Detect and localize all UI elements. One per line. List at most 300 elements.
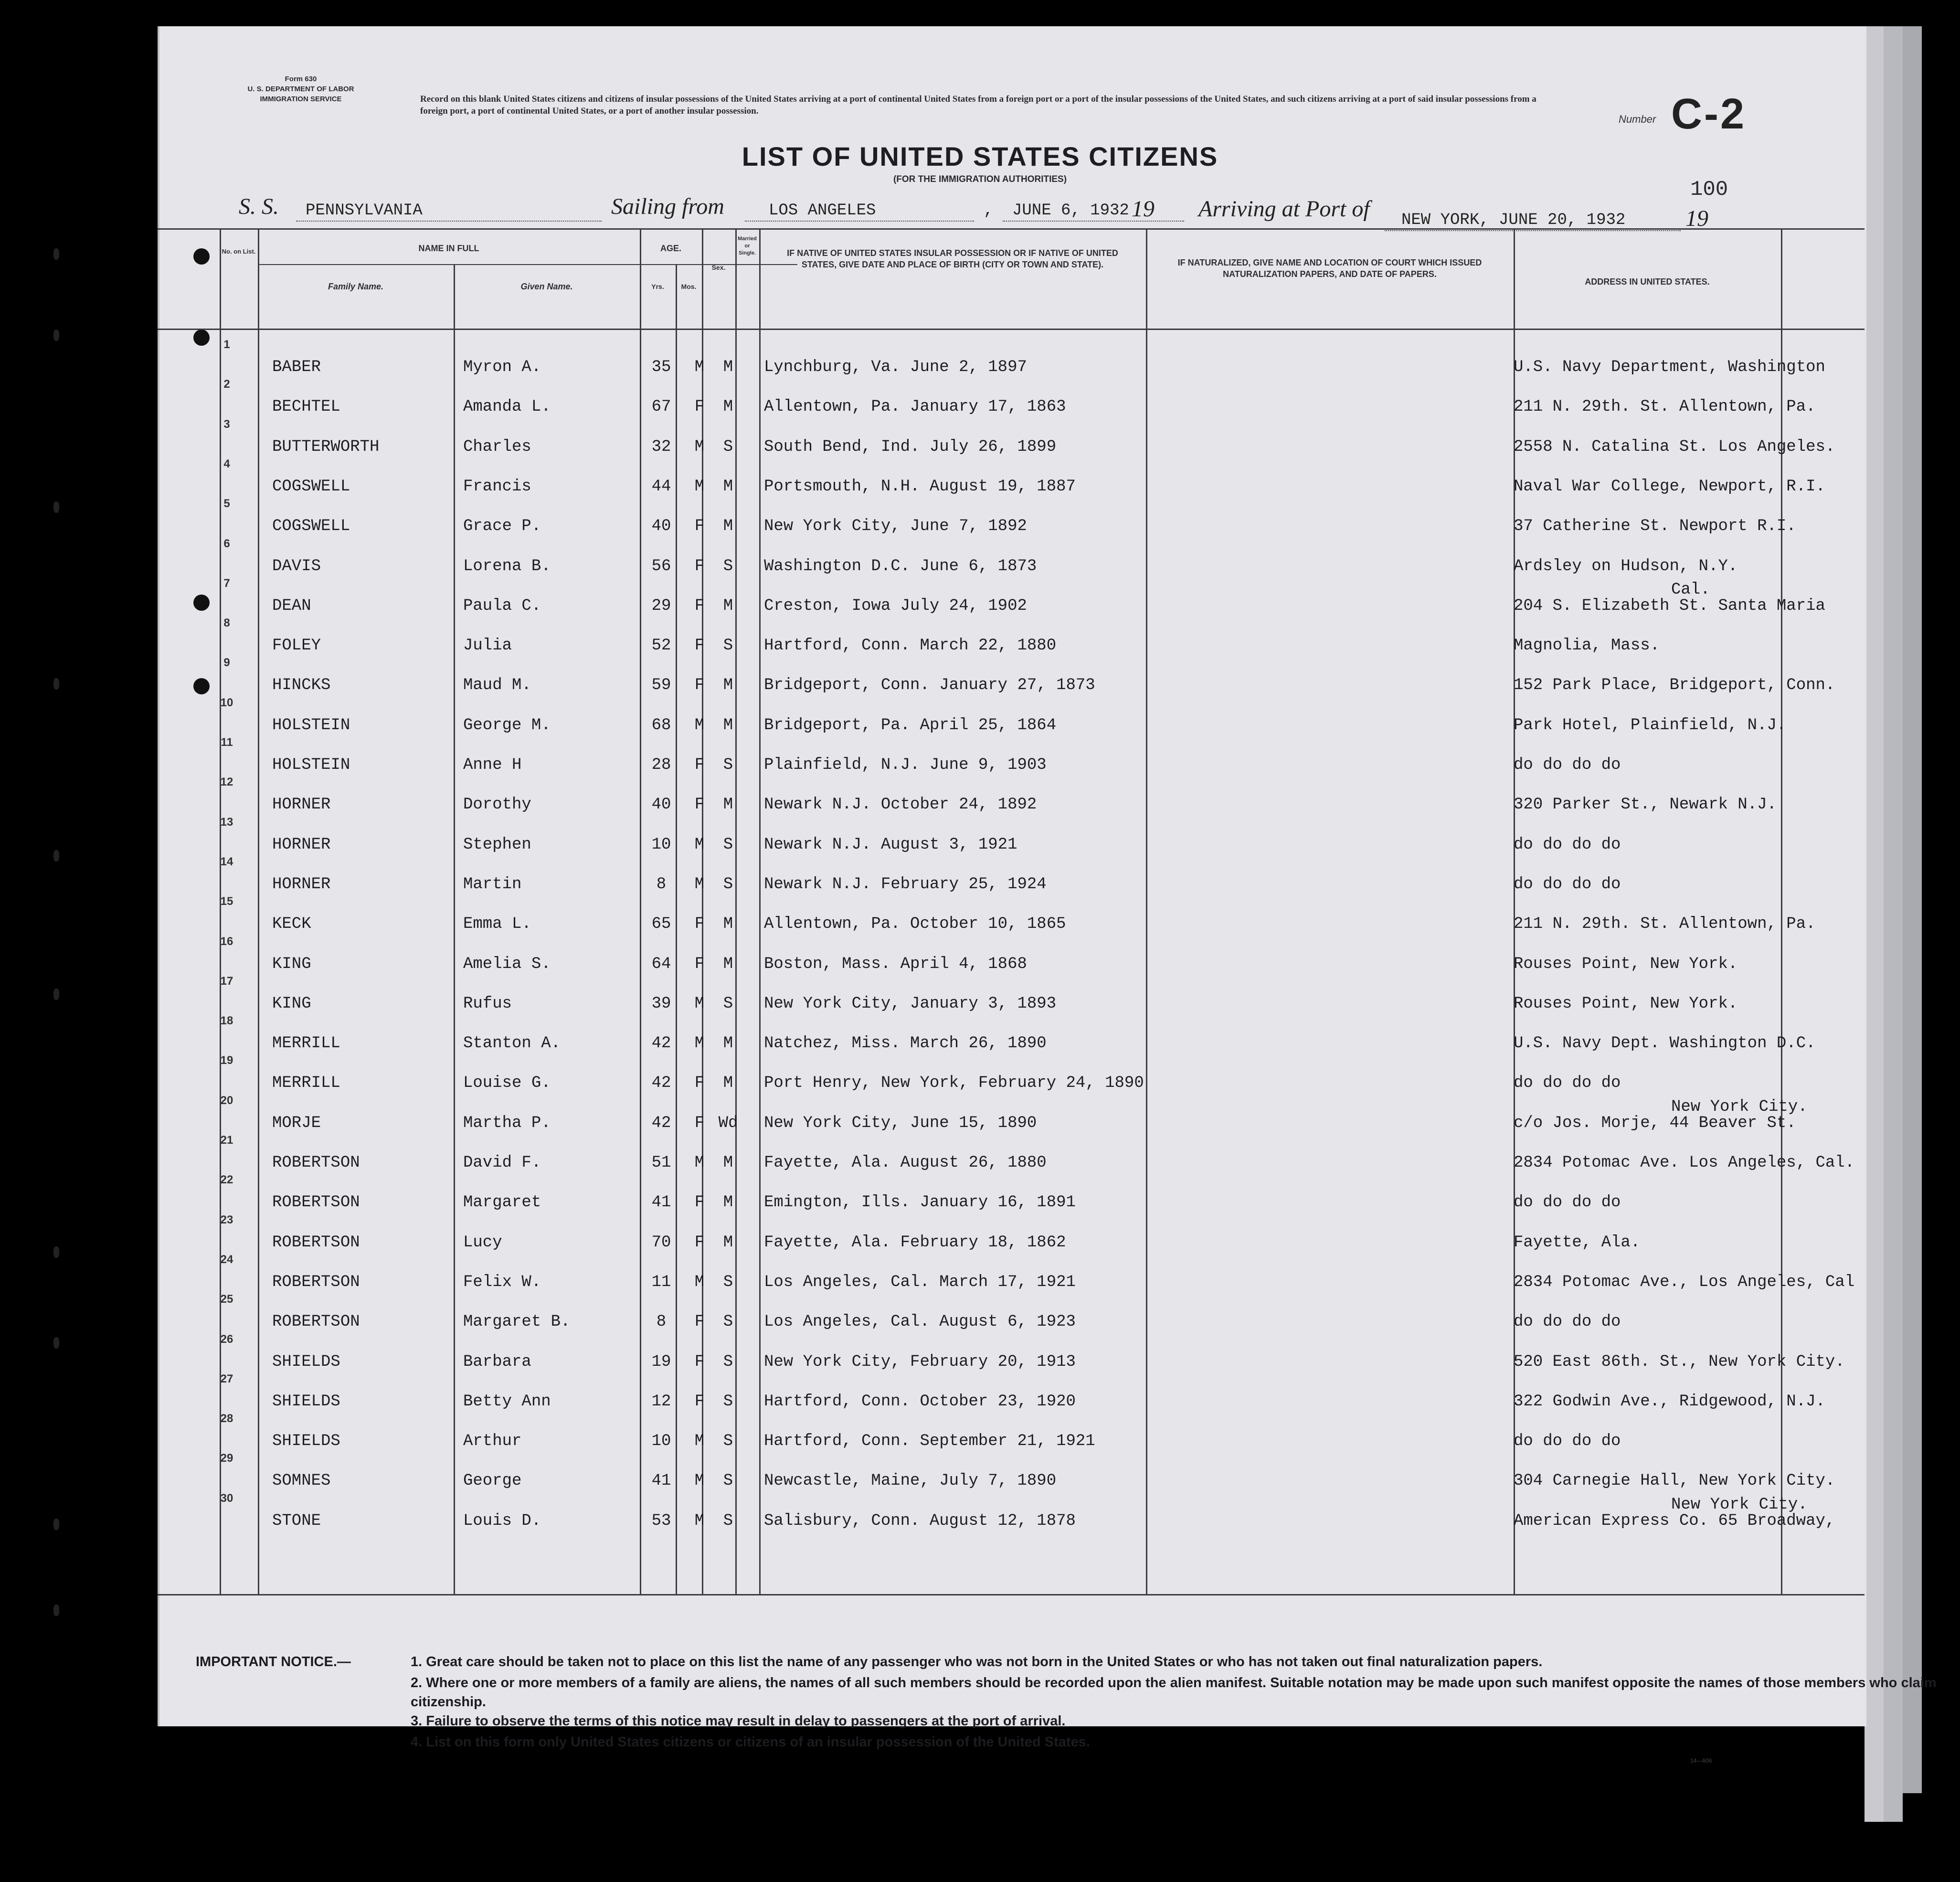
- us-address: do do do do: [1514, 756, 1621, 774]
- footer-code: 14—606: [1690, 1757, 1712, 1764]
- number-label: Number: [1619, 113, 1656, 125]
- family-name: HORNER: [272, 796, 331, 814]
- table-row: [158, 696, 1865, 735]
- us-address: Ardsley on Hudson, N.Y.: [1514, 557, 1738, 575]
- row-number: 20: [220, 1094, 233, 1107]
- marital-status: Wd: [718, 1114, 738, 1132]
- marital-status: S: [723, 1273, 733, 1291]
- given-name: Felix W.: [463, 1273, 541, 1291]
- marital-status: M: [723, 596, 733, 615]
- marital-status: M: [723, 796, 733, 814]
- list-number: C-2: [1671, 90, 1747, 138]
- family-name: ROBERTSON: [272, 1154, 360, 1172]
- given-name: David F.: [463, 1154, 541, 1172]
- sex: M: [694, 835, 705, 854]
- margin-mark: [53, 1605, 59, 1616]
- given-name: Martha P.: [463, 1114, 551, 1132]
- us-address: do do do do: [1514, 835, 1621, 854]
- marital-status: M: [723, 1154, 733, 1172]
- birth-place-date: Allentown, Pa. January 17, 1863: [764, 398, 1066, 416]
- us-address: 320 Parker St., Newark N.J.: [1514, 796, 1777, 814]
- year-suffix: 19: [1132, 196, 1155, 222]
- table-row: [158, 1094, 1865, 1133]
- us-address: Rouses Point, New York.: [1514, 994, 1738, 1013]
- family-name: HOLSTEIN: [272, 716, 350, 734]
- marital-status: S: [723, 994, 733, 1013]
- us-address: 152 Park Place, Bridgeport, Conn.: [1514, 676, 1835, 695]
- us-address: do do do do: [1514, 1193, 1621, 1212]
- birth-place-date: Newark N.J. August 3, 1921: [764, 835, 1017, 854]
- us-address: U.S. Navy Dept. Washington D.C.: [1514, 1034, 1816, 1053]
- age-years: 67: [651, 398, 671, 416]
- row-number: 15: [220, 895, 233, 908]
- row-number: 4: [223, 457, 230, 470]
- sex: M: [694, 1034, 705, 1053]
- family-name: SHIELDS: [272, 1352, 340, 1371]
- sex: M: [694, 875, 705, 893]
- margin-mark: [53, 501, 59, 513]
- sex: F: [694, 915, 705, 934]
- table-row: [158, 617, 1865, 656]
- age-years: 70: [651, 1233, 671, 1252]
- birth-place-date: Los Angeles, Cal. March 17, 1921: [764, 1273, 1076, 1291]
- given-name: Amanda L.: [463, 398, 551, 416]
- sex: M: [694, 994, 705, 1013]
- given-name: Louise G.: [463, 1074, 551, 1093]
- table-row: [158, 1253, 1865, 1292]
- age-years: 42: [651, 1114, 671, 1132]
- family-name: KING: [272, 955, 311, 973]
- family-name: HORNER: [272, 835, 331, 854]
- age-years: 12: [651, 1392, 671, 1411]
- us-address: 2834 Potomac Ave., Los Angeles, Cal: [1514, 1273, 1855, 1291]
- age-years: 42: [651, 1034, 671, 1053]
- age-years: 28: [651, 756, 671, 774]
- notice-label: IMPORTANT NOTICE.—: [196, 1654, 351, 1669]
- margin-mark: [53, 1519, 59, 1530]
- table-row: [158, 497, 1865, 536]
- given-name: Margaret B.: [463, 1313, 571, 1331]
- table-row: [158, 975, 1865, 1014]
- sex: F: [694, 1193, 705, 1212]
- age-years: 35: [651, 358, 671, 376]
- family-name: DEAN: [272, 596, 311, 615]
- us-address: Magnolia, Mass.: [1514, 637, 1660, 655]
- arriving-label: Arriving at Port of: [1198, 196, 1370, 222]
- row-number: 11: [221, 736, 233, 749]
- notice-item: 3. Failure to observe the terms of this notice may result in delay to passengers at the port of arrival.: [411, 1713, 1066, 1729]
- birth-place-date: Plainfield, N.J. June 9, 1903: [764, 756, 1047, 774]
- col-header-mos: Mos.: [681, 283, 697, 290]
- table-row: [158, 378, 1865, 417]
- ss-label: S. S.: [239, 194, 279, 219]
- table-border: [158, 1594, 1865, 1595]
- row-number: 18: [220, 1014, 233, 1028]
- sex: M: [694, 1511, 705, 1530]
- age-years: 68: [651, 716, 671, 734]
- form-number: Form 630: [285, 75, 317, 83]
- birth-place-date: Port Henry, New York, February 24, 1890: [764, 1074, 1144, 1093]
- given-name: Dorothy: [463, 796, 531, 814]
- row-number: 28: [220, 1412, 233, 1425]
- table-row: [158, 1333, 1865, 1372]
- birth-place-date: Creston, Iowa July 24, 1902: [764, 596, 1027, 615]
- fill-line: [745, 221, 974, 222]
- us-address: 2834 Potomac Ave. Los Angeles, Cal.: [1514, 1154, 1855, 1172]
- page-title: LIST OF UNITED STATES CITIZENS: [742, 141, 1218, 171]
- passenger-table: [158, 228, 1865, 1594]
- given-name: Betty Ann: [463, 1392, 551, 1411]
- age-years: 59: [651, 676, 671, 695]
- marital-status: S: [723, 557, 733, 575]
- marital-status: S: [723, 437, 733, 456]
- table-row: [158, 855, 1865, 894]
- marital-status: M: [723, 915, 733, 934]
- row-number: 19: [220, 1054, 233, 1067]
- birth-place-date: New York City, February 20, 1913: [764, 1352, 1076, 1371]
- paper-edge: [1865, 26, 1884, 1822]
- ship-name: PENNSYLVANIA: [306, 202, 423, 220]
- service-name: IMMIGRATION SERVICE: [260, 95, 342, 103]
- us-address: Rouses Point, New York.: [1514, 955, 1738, 973]
- table-row: [158, 1372, 1865, 1412]
- us-address: 204 S. Elizabeth St. Santa Maria: [1514, 596, 1825, 615]
- given-name: Emma L.: [463, 915, 531, 934]
- given-name: Rufus: [463, 994, 512, 1013]
- sex: F: [694, 596, 705, 615]
- margin-mark: [53, 678, 59, 690]
- row-number: 25: [220, 1293, 233, 1306]
- col-header-naturalized: IF NATURALIZED, GIVE NAME AND LOCATION OF COURT WHICH ISSUED NATURALIZATION PAPERS, AND DATE OF PAPERS.: [1177, 258, 1482, 279]
- marital-status: S: [723, 1313, 733, 1331]
- family-name: ROBERTSON: [272, 1193, 360, 1212]
- given-name: George: [463, 1472, 522, 1490]
- sex: F: [694, 557, 705, 575]
- table-row: [158, 1134, 1865, 1173]
- family-name: MERRILL: [272, 1074, 340, 1093]
- age-years: 51: [651, 1154, 671, 1172]
- sex: M: [694, 477, 705, 496]
- given-name: Paula C.: [463, 596, 541, 615]
- marital-status: S: [723, 1511, 733, 1530]
- row-number: 30: [220, 1491, 233, 1505]
- age-years: 32: [651, 437, 671, 456]
- marital-status: M: [723, 1193, 733, 1212]
- us-address: 304 Carnegie Hall, New York City.: [1514, 1472, 1835, 1490]
- table-row: [158, 1054, 1865, 1093]
- age-years: 64: [651, 955, 671, 973]
- department-name: U. S. DEPARTMENT OF LABOR: [247, 85, 354, 93]
- sex: M: [694, 1472, 705, 1490]
- row-number: 5: [223, 497, 230, 510]
- given-name: Myron A.: [463, 358, 541, 376]
- row-number: 3: [223, 417, 230, 431]
- sex: F: [694, 1313, 705, 1331]
- age-years: 11: [651, 1273, 671, 1291]
- sex: M: [694, 358, 705, 376]
- header-rule: [158, 329, 1865, 330]
- birth-place-date: New York City, June 7, 1892: [764, 517, 1027, 536]
- sex: F: [694, 1392, 705, 1411]
- margin-mark: [53, 1337, 59, 1349]
- margin-mark: [53, 850, 59, 861]
- sex: M: [694, 716, 705, 734]
- col-header-family: Family Name.: [328, 282, 384, 291]
- us-address: do do do do: [1514, 875, 1621, 893]
- sex: F: [694, 1233, 705, 1252]
- sex: F: [694, 955, 705, 973]
- family-name: SOMNES: [272, 1472, 331, 1490]
- family-name: HORNER: [272, 875, 331, 893]
- table-row: [158, 1014, 1865, 1053]
- table-row: [158, 935, 1865, 974]
- sex: M: [694, 1432, 705, 1451]
- row-number: 21: [220, 1134, 233, 1147]
- us-address: 211 N. 29th. St. Allentown, Pa.: [1514, 915, 1816, 934]
- sex: F: [694, 796, 705, 814]
- birth-place-date: New York City, January 3, 1893: [764, 994, 1057, 1013]
- birth-place-date: Lynchburg, Va. June 2, 1897: [764, 358, 1027, 376]
- age-years: 40: [651, 517, 671, 536]
- family-name: KECK: [272, 915, 311, 934]
- age-years: 56: [651, 557, 671, 575]
- birth-place-date: Bridgeport, Conn. January 27, 1873: [764, 676, 1095, 695]
- given-name: Barbara: [463, 1352, 531, 1371]
- marital-status: S: [723, 756, 733, 774]
- family-name: KING: [272, 994, 311, 1013]
- marital-status: M: [723, 477, 733, 496]
- age-years: 10: [651, 1432, 671, 1451]
- age-years: 42: [651, 1074, 671, 1093]
- family-name: STONE: [272, 1511, 321, 1530]
- marital-status: M: [723, 716, 733, 734]
- given-name: Francis: [463, 477, 531, 496]
- notice-item: 4. List on this form only United States citizens or citizens of an insular possession of the United States.: [411, 1734, 1090, 1750]
- family-name: SHIELDS: [272, 1432, 340, 1451]
- given-name: Julia: [463, 637, 512, 655]
- family-name: BUTTERWORTH: [272, 437, 380, 456]
- us-address: Naval War College, Newport, R.I.: [1514, 477, 1825, 496]
- col-header-no: No. on List.: [222, 248, 256, 255]
- marital-status: M: [723, 398, 733, 416]
- table-row: [158, 776, 1865, 815]
- table-row: [158, 1213, 1865, 1253]
- birth-place-date: Hartford, Conn. October 23, 1920: [764, 1392, 1076, 1411]
- row-number: 10: [220, 696, 233, 709]
- table-row: [158, 577, 1865, 616]
- row-number: 27: [220, 1372, 233, 1385]
- col-header-address: ADDRESS IN UNITED STATES.: [1585, 277, 1710, 287]
- given-name: Margaret: [463, 1193, 541, 1212]
- sex: F: [694, 1114, 705, 1132]
- margin-mark: [53, 989, 59, 1000]
- birth-place-date: Fayette, Ala. February 18, 1862: [764, 1233, 1066, 1252]
- row-number: 9: [223, 656, 230, 670]
- family-name: FOLEY: [272, 637, 321, 655]
- page-number: 100: [1690, 178, 1728, 202]
- us-address: 2558 N. Catalina St. Los Angeles.: [1514, 437, 1835, 456]
- notice-item: 1. Great care should be taken not to place on this list the name of any passenger who was not born in the United States or who has not taken out final naturalization papers.: [411, 1654, 1543, 1669]
- birth-place-date: Bridgeport, Pa. April 25, 1864: [764, 716, 1057, 734]
- marital-status: M: [723, 1034, 733, 1053]
- marital-status: S: [723, 1432, 733, 1451]
- family-name: ROBERTSON: [272, 1313, 360, 1331]
- birth-place-date: Allentown, Pa. October 10, 1865: [764, 915, 1066, 934]
- paper-edge: [1884, 26, 1903, 1822]
- birth-place-date: Washington D.C. June 6, 1873: [764, 557, 1037, 575]
- paper-edge: [1903, 26, 1922, 1793]
- marital-status: S: [723, 875, 733, 893]
- row-number: 1: [223, 338, 230, 351]
- marital-status: M: [723, 358, 733, 376]
- age-years: 40: [651, 796, 671, 814]
- given-name: Arthur: [463, 1432, 522, 1451]
- birth-place-date: Newark N.J. October 24, 1892: [764, 796, 1037, 814]
- birth-place-date: Los Angeles, Cal. August 6, 1923: [764, 1313, 1076, 1331]
- col-header-sex: Sex.: [711, 264, 726, 271]
- family-name: HOLSTEIN: [272, 756, 350, 774]
- instructions-text: Record on this blank United States citizens and citizens of insular possessions of the United States arriving at a port of continental United States from a foreign port or a port of the insular possessions of the United States, and such citizens arriving at a port of said insular possessions from a foreign port, a port of continental United States, or a port of another insular possession.: [420, 94, 1536, 116]
- sex: F: [694, 1074, 705, 1093]
- birth-place-date: South Bend, Ind. July 26, 1899: [764, 437, 1057, 456]
- sex: M: [694, 1273, 705, 1291]
- given-name: Louis D.: [463, 1511, 541, 1530]
- family-name: BECHTEL: [272, 398, 340, 416]
- row-number: 2: [223, 378, 230, 391]
- arriving-port: NEW YORK, JUNE 20, 1932: [1401, 211, 1626, 229]
- birth-place-date: Fayette, Ala. August 26, 1880: [764, 1154, 1047, 1172]
- family-name: COGSWELL: [272, 517, 350, 536]
- sex: M: [694, 1154, 705, 1172]
- row-number: 6: [223, 537, 230, 550]
- given-name: Stephen: [463, 835, 531, 854]
- given-name: Anne H: [463, 756, 522, 774]
- row-number: 26: [220, 1332, 233, 1346]
- sex: F: [694, 676, 705, 695]
- table-row: [158, 1173, 1865, 1212]
- birth-place-date: Portsmouth, N.H. August 19, 1887: [764, 477, 1076, 496]
- sex: F: [694, 398, 705, 416]
- given-name: Amelia S.: [463, 955, 551, 973]
- col-header-age: AGE.: [660, 244, 681, 253]
- birth-place-date: Newark N.J. February 25, 1924: [764, 875, 1047, 893]
- family-name: SHIELDS: [272, 1392, 340, 1411]
- table-row: [158, 736, 1865, 775]
- sailing-port: LOS ANGELES: [769, 202, 876, 220]
- form-identifier: [205, 74, 396, 104]
- marital-status: S: [723, 637, 733, 655]
- table-row: [158, 338, 1865, 377]
- row-number: 16: [220, 935, 233, 948]
- col-header-given: Given Name.: [520, 282, 573, 291]
- age-years: 10: [651, 835, 671, 854]
- given-name: Grace P.: [463, 517, 541, 536]
- age-years: 65: [651, 915, 671, 934]
- row-number: 17: [220, 974, 233, 988]
- age-years: 44: [651, 477, 671, 496]
- us-address: 37 Catherine St. Newport R.I.: [1514, 517, 1796, 536]
- row-number: 24: [220, 1253, 233, 1266]
- family-name: MERRILL: [272, 1034, 340, 1053]
- comma: ,: [984, 202, 994, 220]
- table-row: [158, 1412, 1865, 1451]
- us-address: Park Hotel, Plainfield, N.J.: [1514, 716, 1787, 734]
- us-address: do do do do: [1514, 1432, 1621, 1451]
- row-number: 12: [220, 776, 233, 789]
- sex: F: [694, 637, 705, 655]
- family-name: DAVIS: [272, 557, 321, 575]
- age-years: 41: [651, 1193, 671, 1212]
- row-number: 22: [220, 1173, 233, 1187]
- birth-place-date: Newcastle, Maine, July 7, 1890: [764, 1472, 1057, 1490]
- us-address: do do do do: [1514, 1074, 1621, 1093]
- sex: F: [694, 756, 705, 774]
- family-name: BABER: [272, 358, 321, 376]
- fill-line: [296, 221, 602, 222]
- table-row: [158, 816, 1865, 855]
- family-name: HINCKS: [272, 676, 331, 695]
- marital-status: S: [723, 1472, 733, 1490]
- row-number: 29: [220, 1452, 233, 1465]
- fill-line: [1003, 221, 1184, 222]
- marital-status: M: [723, 1074, 733, 1093]
- row-number: 14: [220, 855, 233, 868]
- birth-place-date: Natchez, Miss. March 26, 1890: [764, 1034, 1047, 1053]
- us-address: 322 Godwin Ave., Ridgewood, N.J.: [1514, 1392, 1825, 1411]
- us-address: 211 N. 29th. St. Allentown, Pa.: [1514, 398, 1816, 416]
- row-number: 7: [223, 576, 230, 590]
- marital-status: M: [723, 1233, 733, 1252]
- given-name: Stanton A.: [463, 1034, 561, 1053]
- margin-mark: [53, 330, 59, 341]
- given-name: Maud M.: [463, 676, 531, 695]
- arriving-year-suffix: 19: [1685, 206, 1708, 231]
- us-address-extra: New York City.: [1671, 1495, 1808, 1514]
- table-border: [158, 228, 1865, 230]
- family-name: ROBERTSON: [272, 1233, 360, 1252]
- us-address-extra: Cal.: [1671, 580, 1710, 599]
- page-subtitle: (FOR THE IMMIGRATION AUTHORITIES): [893, 174, 1067, 184]
- margin-mark: [53, 248, 59, 260]
- table-row: [158, 1452, 1865, 1491]
- us-address: 520 East 86th. St., New York City.: [1514, 1352, 1845, 1371]
- sailing-label: Sailing from: [611, 194, 724, 219]
- birth-place-date: Hartford, Conn. September 21, 1921: [764, 1432, 1095, 1451]
- col-header-marital: Married or Single.: [738, 236, 757, 256]
- given-name: Lucy: [463, 1233, 502, 1252]
- col-header-name: NAME IN FULL: [418, 244, 479, 253]
- margin-mark: [53, 1246, 59, 1258]
- birth-place-date: Hartford, Conn. March 22, 1880: [764, 637, 1057, 655]
- marital-status: S: [723, 1392, 733, 1411]
- us-address: American Express Co. 65 Broadway,: [1514, 1511, 1835, 1530]
- marital-status: S: [723, 835, 733, 854]
- age-years: 29: [651, 596, 671, 615]
- notice-item: 2. Where one or more members of a family are aliens, the names of all such members should be recorded upon the alien manifest. Suitable notation may be made upon such manifest opposite the names of those members who claim citizenship.: [411, 1675, 1937, 1710]
- table-row: [158, 1492, 1865, 1531]
- table-row: [158, 1293, 1865, 1332]
- given-name: Martin: [463, 875, 522, 893]
- marital-status: M: [723, 676, 733, 695]
- us-address-extra: New York City.: [1671, 1097, 1808, 1116]
- table-row: [158, 895, 1865, 934]
- sailing-date: JUNE 6, 1932: [1012, 202, 1129, 220]
- family-name: COGSWELL: [272, 477, 350, 496]
- row-number: 8: [223, 617, 230, 630]
- age-years: 8: [656, 1313, 667, 1331]
- col-header-yrs: Yrs.: [651, 283, 664, 290]
- birth-place-date: Salisbury, Conn. August 12, 1878: [764, 1511, 1076, 1530]
